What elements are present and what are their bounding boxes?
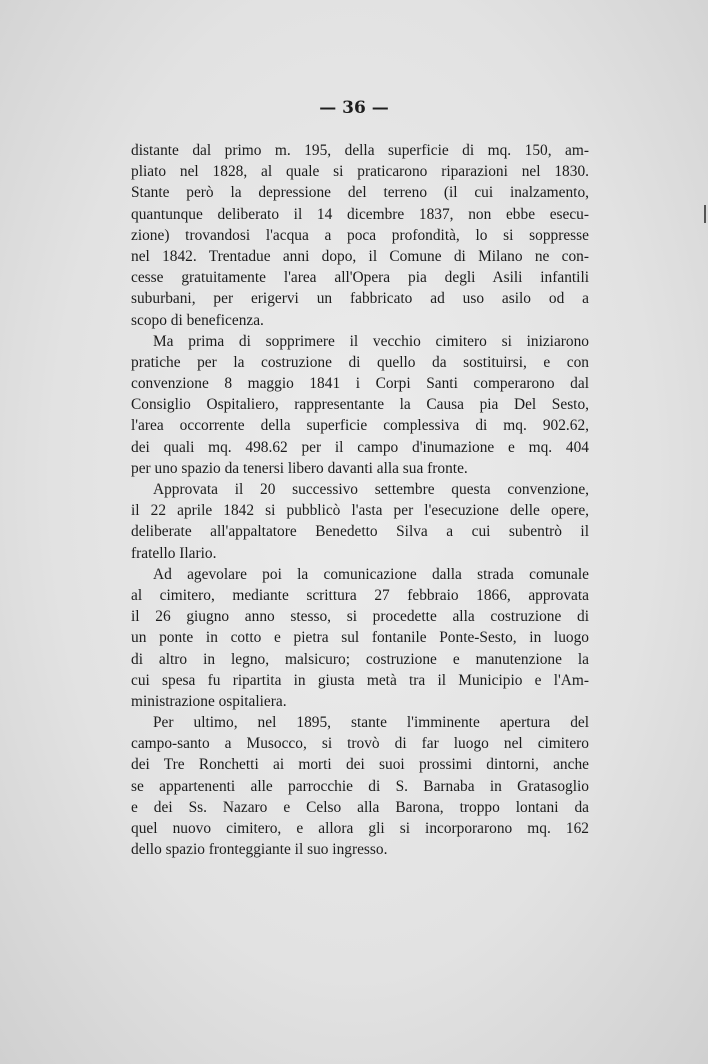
text-line: cesse gratuitamente l'area all'Opera pia degli Asili infantili (131, 269, 589, 287)
text-line: cui spesa fu ripartita in giusta metà tra il Municipio e l'Am- (131, 671, 589, 689)
paragraph (131, 140, 589, 331)
text-line: nel 1842. Trentadue anni dopo, il Comune di Milano ne con- (131, 247, 589, 265)
text-line: dei quali mq. 498.62 per il campo d'inumazione e mq. 404 (131, 438, 589, 456)
text-line: dello spazio fronteggiante il suo ingresso. (131, 841, 388, 859)
text-line: deliberate all'appaltatore Benedetto Silva a cui subentrò il (131, 523, 589, 541)
text-line: quantunque deliberato il 14 dicembre 1837, non ebbe esecu- (131, 205, 589, 223)
body-text (131, 140, 589, 860)
text-line: un ponte in cotto e pietra sul fontanile Ponte-Sesto, in luogo (131, 629, 589, 647)
page-number: — 36 — (319, 98, 389, 118)
text-line: dei Tre Ronchetti ai morti dei suoi prossimi dintorni, anche (131, 756, 589, 774)
text-line: suburbani, per erigervi un fabbricato ad uso asilo od a (131, 290, 589, 308)
paragraph (131, 712, 589, 860)
text-line: Consiglio Ospitaliero, rappresentante la Causa pia Del Sesto, (131, 396, 589, 414)
text-line: distante dal primo m. 195, della superficie di mq. 150, am- (131, 142, 589, 159)
text-line: il 22 aprile 1842 si pubblicò l'asta per l'esecuzione delle opere, (131, 502, 589, 520)
text-line: se appartenenti alle parrocchie di S. Barnaba in Gratasoglio (131, 777, 589, 795)
text-line: di altro in legno, malsicuro; costruzione e manutenzione la (131, 650, 589, 668)
text-line: l'area occorrente della superficie complessiva di mq. 902.62, (131, 417, 589, 435)
text-line: convenzione 8 maggio 1841 i Corpi Santi comperarono dal (131, 375, 589, 393)
text-line: per uno spazio da tenersi libero davanti alla sua fronte. (131, 459, 468, 477)
paragraph (131, 564, 589, 712)
text-line: pratiche per la costruzione di quello da sostituirsi, e con (131, 353, 589, 371)
text-line: al cimitero, mediante scrittura 27 febbraio 1866, approvata (131, 586, 589, 604)
paragraph (131, 479, 589, 564)
paragraph (131, 331, 589, 479)
text-line: pliato nel 1828, al quale si praticarono riparazioni nel 1830. (131, 163, 589, 181)
text-line: scopo di beneficenza. (131, 311, 264, 329)
text-line: zione) trovandosi l'acqua a poca profondità, lo si soppresse (131, 226, 589, 244)
text-line: Stante però la depressione del terreno (il cui inalzamento, (131, 184, 589, 202)
text-line: il 26 giugno anno stesso, si procedette alla costruzione di (131, 608, 589, 626)
margin-mark (704, 205, 706, 223)
text-line: ministrazione ospitaliera. (131, 692, 287, 710)
text-line: e dei Ss. Nazaro e Celso alla Barona, troppo lontani da (131, 798, 589, 816)
text-line: quel nuovo cimitero, e allora gli si incorporarono mq. 162 (131, 820, 589, 837)
text-line: Ad agevolare poi la comunicazione dalla strada comunale (153, 565, 589, 583)
text-line: Per ultimo, nel 1895, stante l'imminente apertura del (153, 714, 589, 732)
text-line: fratello Ilario. (131, 544, 217, 562)
text-line: Approvata il 20 successivo settembre questa convenzione, (153, 481, 589, 498)
text-line: Ma prima di sopprimere il vecchio cimitero si iniziarono (153, 332, 589, 350)
text-line: campo-santo a Musocco, si trovò di far luogo nel cimitero (131, 735, 589, 753)
